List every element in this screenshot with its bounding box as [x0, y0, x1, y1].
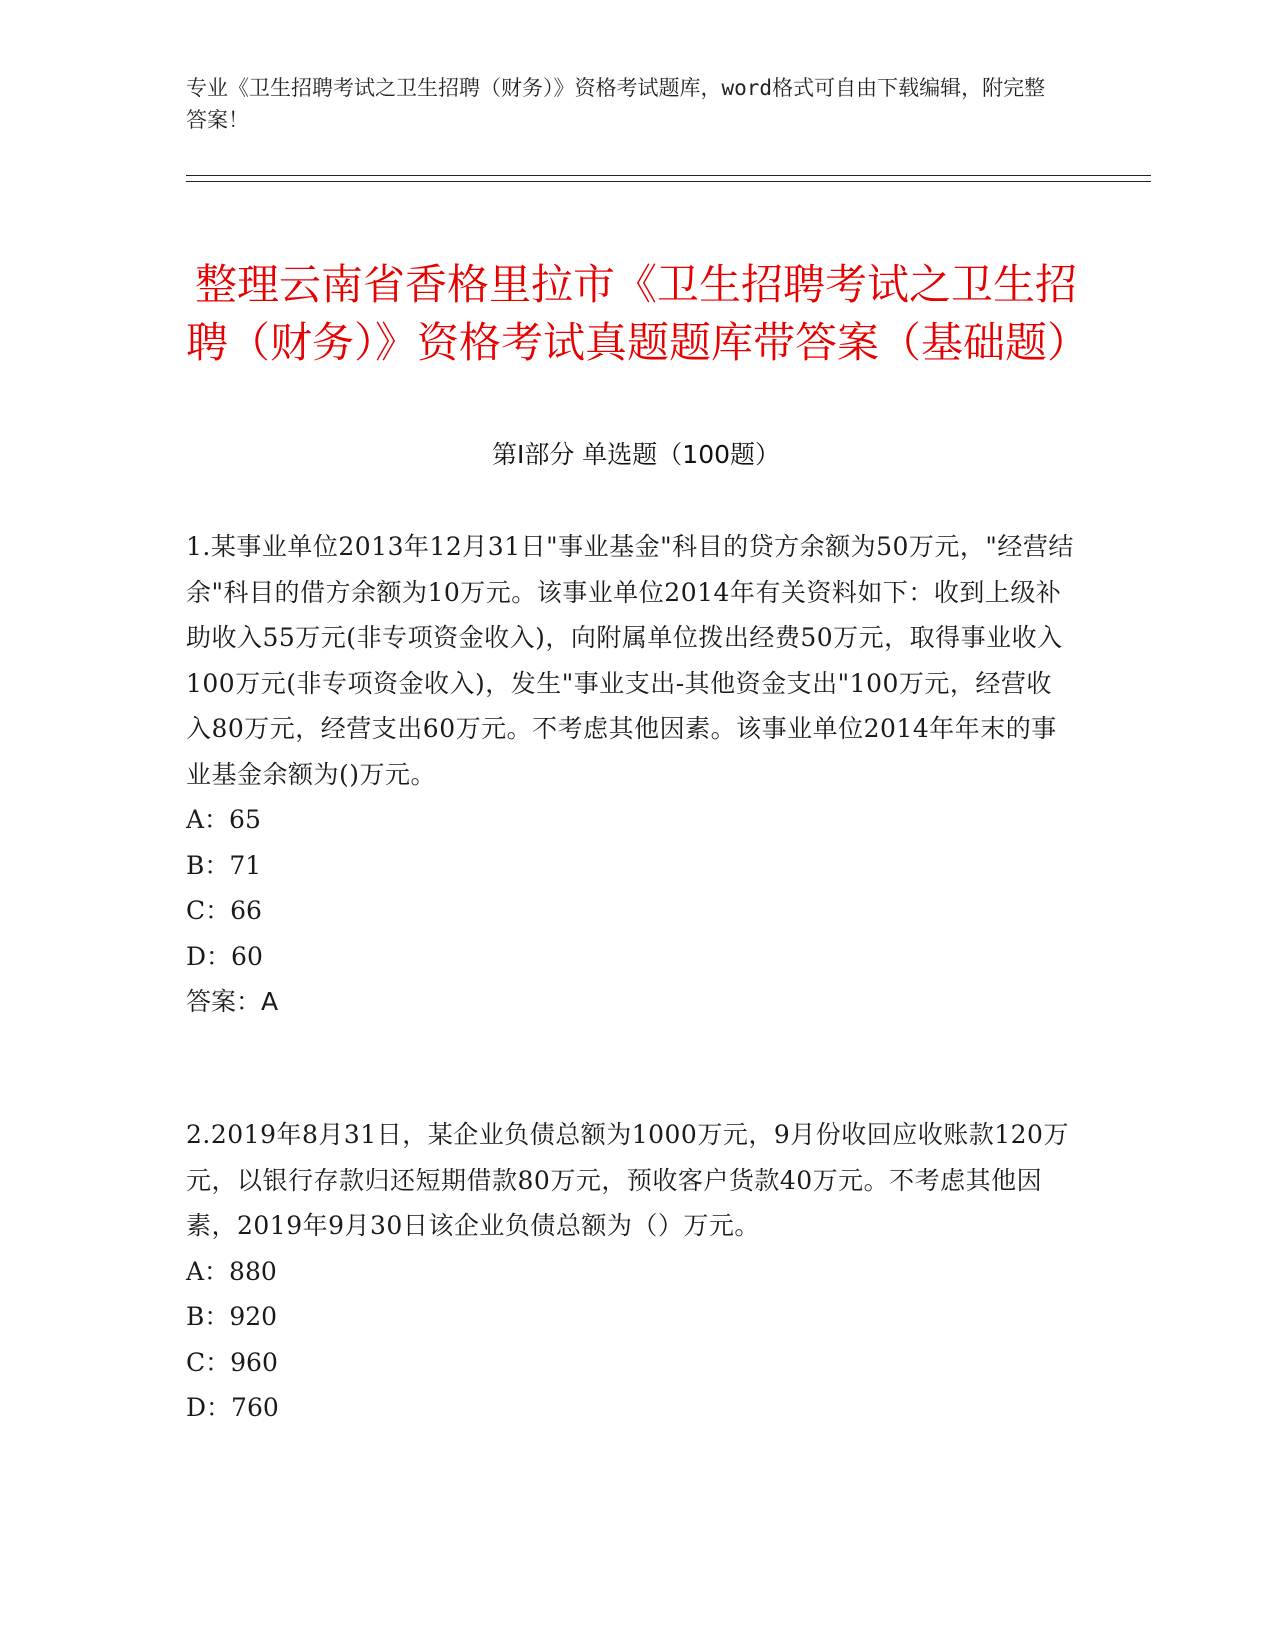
document-title: 整理云南省香格里拉市《卫生招聘考试之卫生招聘（财务）》资格考试真题题库带答案（基础题） [186, 260, 1090, 368]
question-2 [186, 1112, 1076, 1431]
option-a: A：65 [186, 805, 261, 834]
option-b: B：920 [186, 1302, 278, 1331]
option-d: D：760 [186, 1393, 279, 1422]
header-note: 专业《卫生招聘考试之卫生招聘（财务）》资格考试题库，word格式可自由下载编辑，附完整答案！ [186, 76, 1046, 132]
question-stem: 2.2019年8月31日，某企业负债总额为1000万元，9月份收回应收账款120万元，以银行存款归还短期借款80万元，预收客户货款40万元。不考虑其他因素，2019年9月30日该企业负债总额为（）万元。 [186, 1120, 1069, 1240]
option-c: C：960 [186, 1347, 278, 1377]
header-divider-bottom [186, 181, 1151, 182]
option-c: C：66 [186, 896, 262, 925]
option-a: A：880 [186, 1256, 277, 1286]
answer-line: 答案：A [186, 987, 279, 1016]
question-stem: 1.某事业单位2013年12月31日"事业基金"科目的贷方余额为50万元，"经营结余"科目的借方余额为10万元。该事业单位2014年有关资料如下：收到上级补助收入55万元(非专项资金收入)，向附属单位拨出经费50万元，取得事业收入100万元(非专项资金收入)，发生"事业支出-其他资金支出"100万元，经营收入80万元，经营支出60万元。不考虑其他因素。该事业单位2014年年末的事业基金余额为()万元。 [186, 532, 1074, 789]
header-divider-top [186, 175, 1151, 176]
option-d: D：60 [186, 941, 263, 971]
question-1 [186, 524, 1076, 1025]
option-b: B：71 [186, 850, 262, 880]
section-heading: 第I部分 单选题（100题） [491, 440, 781, 469]
